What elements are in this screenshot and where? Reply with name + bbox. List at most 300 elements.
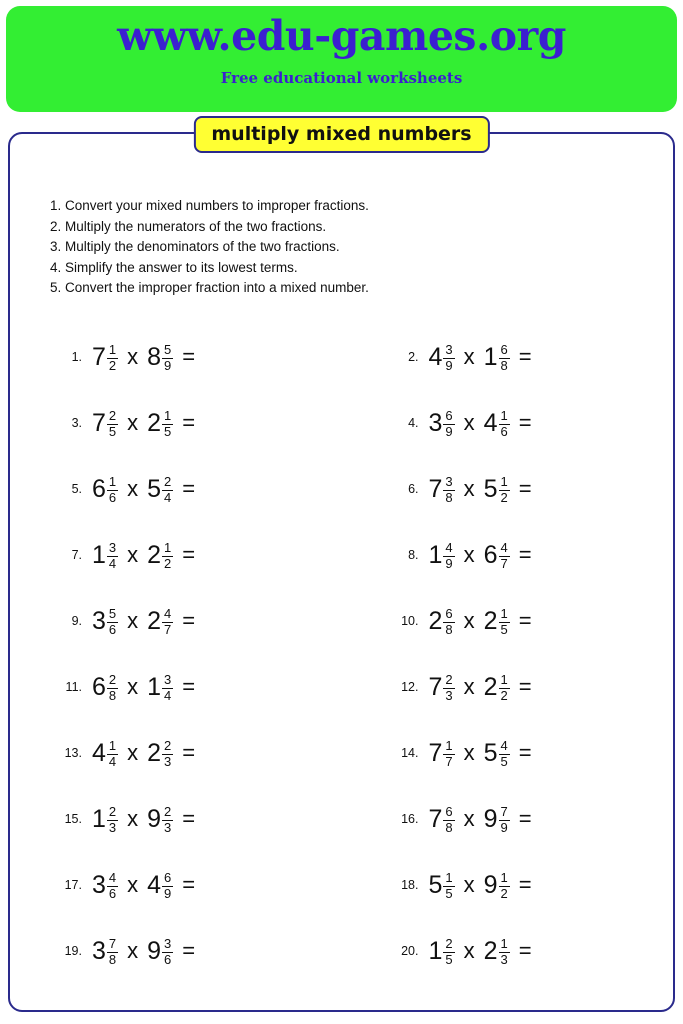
equals-sign: =: [518, 410, 532, 435]
mixed-number-b: [147, 408, 173, 437]
problem-item: [347, 852, 660, 918]
fraction: [107, 475, 118, 504]
multiply-operator: x: [463, 476, 475, 501]
mixed-number-b: [484, 738, 510, 767]
fraction: [443, 343, 454, 372]
whole-part: 1: [147, 672, 162, 701]
whole-part: 5: [428, 870, 443, 899]
denominator: 8: [500, 357, 508, 373]
problem-item: [347, 720, 660, 786]
problem-number: 8.: [408, 548, 419, 562]
fraction: [443, 937, 454, 966]
fraction: [443, 673, 454, 702]
numerator: 1: [500, 606, 508, 622]
problem-item: [347, 918, 660, 984]
numerator: 7: [500, 804, 508, 820]
whole-part: 8: [147, 342, 162, 371]
denominator: 2: [500, 687, 508, 703]
equals-sign: =: [182, 938, 196, 963]
mixed-number-a: [429, 606, 455, 635]
numerator: 6: [500, 342, 508, 358]
whole-part: 2: [483, 936, 498, 965]
multiply-operator: x: [127, 476, 139, 501]
problem-expression: [92, 738, 195, 767]
multiply-operator: x: [463, 872, 475, 897]
problem-item: [34, 786, 347, 852]
denominator: 7: [500, 555, 508, 571]
fraction: [499, 541, 510, 570]
whole-part: 1: [483, 342, 498, 371]
denominator: 6: [164, 951, 172, 967]
fraction: [107, 937, 118, 966]
mixed-number-b: [147, 738, 173, 767]
denominator: 2: [500, 489, 508, 505]
mixed-number-b: [484, 540, 510, 569]
numerator: 2: [164, 738, 172, 754]
problem-item: [347, 522, 660, 588]
denominator: 5: [108, 423, 117, 439]
whole-part: 5: [147, 474, 162, 503]
denominator: 5: [445, 885, 453, 901]
numerator: 1: [445, 870, 453, 886]
numerator: 1: [445, 738, 453, 754]
denominator: 8: [108, 951, 117, 967]
problem-number: 14.: [401, 746, 419, 760]
problem-expression: [429, 804, 532, 833]
mixed-number-b: [484, 606, 510, 635]
whole-part: 7: [428, 474, 443, 503]
numerator: 1: [500, 672, 508, 688]
multiply-operator: x: [127, 938, 139, 963]
problem-number: 15.: [64, 812, 82, 826]
denominator: 7: [445, 753, 453, 769]
whole-part: 4: [92, 738, 106, 767]
problem-expression: [429, 474, 532, 503]
equals-sign: =: [518, 938, 532, 963]
whole-part: 3: [92, 870, 106, 899]
numerator: 6: [164, 870, 172, 886]
instructions-list: [50, 196, 643, 299]
numerator: 7: [108, 936, 117, 952]
whole-part: 9: [483, 804, 498, 833]
whole-part: 1: [428, 936, 443, 965]
instruction-line: 1. Convert your mixed numbers to improper fractions.: [50, 198, 369, 213]
multiply-operator: x: [463, 344, 475, 369]
problem-number: 18.: [401, 878, 419, 892]
problem-number: 10.: [401, 614, 419, 628]
fraction: [107, 739, 118, 768]
denominator: 3: [445, 687, 453, 703]
numerator: 3: [164, 672, 172, 688]
problem-grid: [34, 324, 659, 984]
numerator: 1: [108, 474, 117, 490]
fraction: [443, 607, 454, 636]
whole-part: 4: [147, 870, 162, 899]
denominator: 4: [164, 687, 172, 703]
whole-part: 2: [147, 408, 162, 437]
equals-sign: =: [518, 542, 532, 567]
whole-part: 4: [428, 342, 443, 371]
fraction: [443, 871, 454, 900]
denominator: 2: [164, 555, 172, 571]
whole-part: 2: [147, 606, 162, 635]
whole-part: 3: [92, 936, 106, 965]
problem-number: 12.: [401, 680, 419, 694]
numerator: 3: [445, 342, 453, 358]
mixed-number-b: [147, 540, 173, 569]
equals-sign: =: [182, 740, 196, 765]
fraction: [162, 805, 173, 834]
problem-number: 2.: [408, 350, 419, 364]
mixed-number-a: [92, 408, 118, 437]
multiply-operator: x: [127, 344, 139, 369]
multiply-operator: x: [463, 674, 475, 699]
whole-part: 7: [92, 342, 106, 371]
mixed-number-b: [147, 804, 173, 833]
denominator: 3: [164, 819, 172, 835]
mixed-number-b: [147, 342, 173, 371]
multiply-operator: x: [463, 938, 475, 963]
problem-item: [34, 720, 347, 786]
fraction: [443, 409, 454, 438]
instruction-line: 4. Simplify the answer to its lowest terms.: [50, 259, 298, 275]
denominator: 3: [164, 753, 172, 769]
denominator: 6: [108, 885, 117, 901]
problem-number: 1.: [71, 350, 82, 364]
fraction: [499, 871, 510, 900]
problem-item: [34, 324, 347, 390]
equals-sign: =: [518, 806, 532, 831]
mixed-number-a: [429, 540, 455, 569]
numerator: 1: [108, 738, 117, 754]
numerator: 4: [500, 738, 508, 754]
denominator: 8: [108, 687, 117, 703]
multiply-operator: x: [127, 740, 139, 765]
problem-expression: [429, 870, 532, 899]
numerator: 1: [500, 474, 508, 490]
whole-part: 6: [92, 474, 106, 503]
problem-number: 9.: [71, 614, 82, 628]
fraction: [499, 739, 510, 768]
denominator: 9: [500, 819, 508, 835]
denominator: 8: [445, 489, 453, 505]
numerator: 4: [445, 540, 453, 556]
multiply-operator: x: [463, 806, 475, 831]
problem-expression: [92, 540, 195, 569]
mixed-number-a: [429, 342, 455, 371]
numerator: 3: [164, 936, 172, 952]
problem-expression: [92, 342, 195, 371]
mixed-number-b: [147, 672, 173, 701]
mixed-number-a: [429, 474, 455, 503]
problem-item: [34, 654, 347, 720]
problem-expression: [429, 936, 532, 965]
fraction: [499, 343, 510, 372]
mixed-number-a: [429, 936, 455, 965]
fraction: [162, 343, 173, 372]
numerator: 2: [108, 408, 117, 424]
problem-expression: [92, 474, 195, 503]
mixed-number-b: [147, 606, 173, 635]
mixed-number-a: [92, 804, 118, 833]
mixed-number-a: [92, 672, 118, 701]
numerator: 1: [500, 870, 508, 886]
whole-part: 7: [92, 408, 106, 437]
problem-item: [347, 654, 660, 720]
fraction: [162, 937, 173, 966]
fraction: [443, 541, 454, 570]
site-banner: [6, 6, 677, 112]
problem-item: [34, 522, 347, 588]
mixed-number-a: [429, 738, 455, 767]
instruction-line: 5. Convert the improper fraction into a mixed number.: [50, 280, 369, 296]
denominator: 2: [108, 357, 117, 373]
problem-item: [34, 918, 347, 984]
numerator: 1: [164, 540, 172, 556]
equals-sign: =: [518, 344, 532, 369]
numerator: 1: [108, 342, 117, 358]
equals-sign: =: [182, 872, 196, 897]
numerator: 6: [445, 606, 453, 622]
problem-expression: [92, 804, 195, 833]
multiply-operator: x: [463, 740, 475, 765]
whole-part: 2: [147, 540, 162, 569]
instruction-line: 2. Multiply the numerators of the two fractions.: [50, 218, 327, 234]
fraction: [443, 805, 454, 834]
numerator: 2: [164, 474, 172, 490]
numerator: 2: [108, 672, 117, 688]
denominator: 7: [164, 621, 172, 637]
equals-sign: =: [182, 344, 196, 369]
mixed-number-b: [484, 408, 510, 437]
fraction: [162, 541, 173, 570]
whole-part: 5: [483, 738, 498, 767]
fraction: [107, 673, 118, 702]
denominator: 3: [108, 819, 117, 835]
multiply-operator: x: [127, 806, 139, 831]
fraction: [107, 607, 118, 636]
mixed-number-b: [484, 870, 510, 899]
equals-sign: =: [182, 806, 196, 831]
fraction: [162, 607, 173, 636]
problem-expression: [92, 672, 195, 701]
whole-part: 5: [483, 474, 498, 503]
problem-number: 6.: [408, 482, 419, 496]
whole-part: 3: [92, 606, 106, 635]
whole-part: 9: [147, 936, 162, 965]
numerator: 1: [500, 408, 508, 424]
problem-number: 13.: [64, 746, 82, 760]
denominator: 5: [445, 951, 453, 967]
whole-part: 7: [428, 804, 443, 833]
numerator: 1: [164, 408, 172, 424]
problem-item: [347, 588, 660, 654]
mixed-number-a: [92, 540, 118, 569]
mixed-number-a: [429, 408, 455, 437]
problem-number: 4.: [408, 416, 419, 430]
multiply-operator: x: [127, 608, 139, 633]
multiply-operator: x: [463, 542, 475, 567]
numerator: 6: [445, 804, 453, 820]
denominator: 5: [500, 621, 508, 637]
multiply-operator: x: [127, 872, 139, 897]
fraction: [162, 409, 173, 438]
whole-part: 4: [483, 408, 498, 437]
numerator: 2: [108, 804, 117, 820]
worksheet-title: multiply mixed numbers: [193, 116, 489, 153]
denominator: 6: [108, 621, 117, 637]
fraction: [162, 673, 173, 702]
problem-item: [347, 786, 660, 852]
problem-expression: [429, 606, 532, 635]
problem-item: [34, 588, 347, 654]
numerator: 3: [445, 474, 453, 490]
mixed-number-a: [429, 870, 455, 899]
numerator: 6: [445, 408, 453, 424]
problem-expression: [92, 606, 195, 635]
whole-part: 2: [483, 672, 498, 701]
whole-part: 3: [428, 408, 443, 437]
problem-expression: [429, 342, 532, 371]
multiply-operator: x: [127, 674, 139, 699]
problem-number: 19.: [64, 944, 82, 958]
mixed-number-b: [484, 672, 510, 701]
problem-number: 17.: [64, 878, 82, 892]
instruction-line: 3. Multiply the denominators of the two fractions.: [50, 239, 340, 255]
fraction: [499, 409, 510, 438]
numerator: 4: [108, 870, 117, 886]
denominator: 8: [445, 819, 453, 835]
problem-expression: [429, 738, 532, 767]
multiply-operator: x: [127, 542, 139, 567]
whole-part: 6: [483, 540, 498, 569]
whole-part: 7: [428, 672, 443, 701]
fraction: [162, 871, 173, 900]
mixed-number-a: [92, 738, 118, 767]
numerator: 2: [445, 672, 453, 688]
fraction: [499, 805, 510, 834]
numerator: 1: [500, 936, 508, 952]
whole-part: 2: [428, 606, 443, 635]
equals-sign: =: [518, 674, 532, 699]
fraction: [107, 805, 118, 834]
denominator: 5: [164, 423, 172, 439]
fraction: [162, 475, 173, 504]
problem-expression: [92, 870, 195, 899]
problem-item: [347, 324, 660, 390]
mixed-number-a: [92, 870, 118, 899]
fraction: [499, 607, 510, 636]
problem-number: 5.: [71, 482, 82, 496]
problem-expression: [92, 408, 195, 437]
mixed-number-b: [147, 474, 173, 503]
equals-sign: =: [182, 476, 196, 501]
site-tagline: Free educational worksheets: [220, 69, 463, 87]
numerator: 5: [164, 342, 172, 358]
denominator: 3: [500, 951, 508, 967]
problem-expression: [429, 540, 532, 569]
denominator: 9: [445, 357, 453, 373]
equals-sign: =: [182, 542, 196, 567]
whole-part: 9: [147, 804, 162, 833]
fraction: [107, 541, 118, 570]
problem-item: [34, 852, 347, 918]
mixed-number-b: [484, 936, 510, 965]
problem-item: [347, 390, 660, 456]
equals-sign: =: [182, 674, 196, 699]
denominator: 9: [445, 555, 453, 571]
whole-part: 2: [483, 606, 498, 635]
mixed-number-a: [92, 936, 118, 965]
numerator: 2: [164, 804, 172, 820]
fraction: [107, 343, 118, 372]
whole-part: 9: [483, 870, 498, 899]
fraction: [443, 475, 454, 504]
numerator: 2: [445, 936, 453, 952]
whole-part: 7: [428, 738, 443, 767]
mixed-number-b: [484, 474, 510, 503]
equals-sign: =: [518, 608, 532, 633]
problem-expression: [429, 408, 532, 437]
denominator: 6: [500, 423, 508, 439]
whole-part: 1: [92, 540, 106, 569]
equals-sign: =: [182, 608, 196, 633]
problem-expression: [429, 672, 532, 701]
denominator: 4: [108, 753, 117, 769]
fraction: [107, 409, 118, 438]
problem-number: 20.: [401, 944, 419, 958]
fraction: [499, 673, 510, 702]
whole-part: 6: [92, 672, 106, 701]
denominator: 9: [445, 423, 453, 439]
whole-part: 1: [428, 540, 443, 569]
problem-number: 16.: [401, 812, 419, 826]
problem-number: 7.: [71, 548, 82, 562]
fraction: [107, 871, 118, 900]
problem-number: 11.: [65, 680, 82, 694]
mixed-number-b: [484, 342, 510, 371]
fraction: [499, 937, 510, 966]
worksheet-frame: [8, 123, 675, 1012]
denominator: 6: [108, 489, 117, 505]
mixed-number-a: [92, 342, 118, 371]
problem-expression: [92, 936, 195, 965]
problem-item: [34, 390, 347, 456]
mixed-number-b: [147, 870, 173, 899]
fraction: [443, 739, 454, 768]
mixed-number-a: [429, 672, 455, 701]
equals-sign: =: [518, 740, 532, 765]
numerator: 4: [500, 540, 508, 556]
mixed-number-a: [429, 804, 455, 833]
multiply-operator: x: [463, 410, 475, 435]
whole-part: 2: [147, 738, 162, 767]
problem-number: 3.: [71, 416, 82, 430]
denominator: 5: [500, 753, 508, 769]
denominator: 9: [164, 885, 172, 901]
fraction: [499, 475, 510, 504]
site-title: www.edu-games.org: [117, 12, 566, 60]
mixed-number-a: [92, 474, 118, 503]
denominator: 4: [164, 489, 172, 505]
mixed-number-a: [92, 606, 118, 635]
problem-item: [34, 456, 347, 522]
multiply-operator: x: [463, 608, 475, 633]
numerator: 3: [108, 540, 117, 556]
equals-sign: =: [518, 872, 532, 897]
denominator: 2: [500, 885, 508, 901]
denominator: 4: [108, 555, 117, 571]
